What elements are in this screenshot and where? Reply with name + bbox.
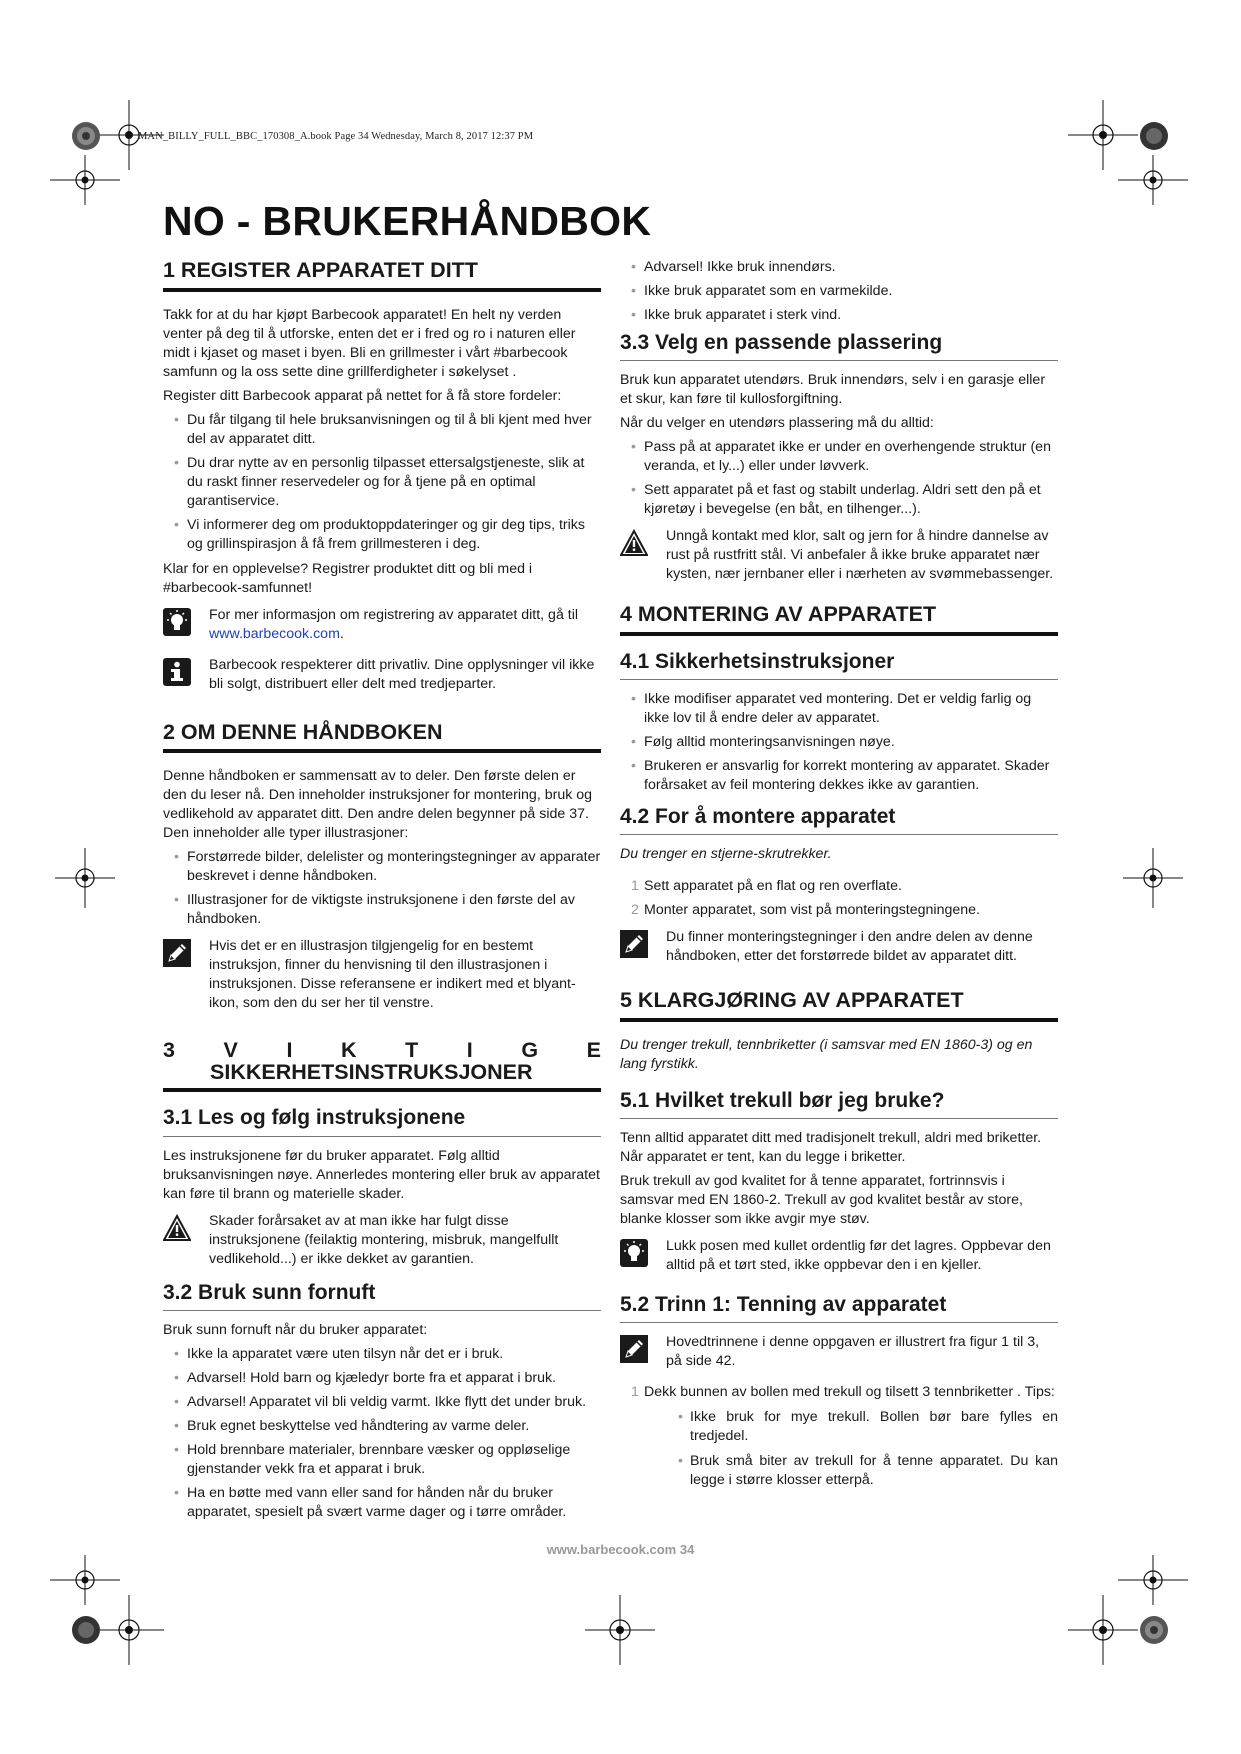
list-item: • Advarsel! Apparatet vil bli veldig varmt. Ikke flytt det under bruk. [163,1393,601,1412]
section-4-1-heading: 4.1 Sikkerhetsinstruksjoner [620,650,1058,680]
section-3-2-list [163,1345,601,1522]
crop-mark-right-upper [1118,145,1188,215]
registration-mark-middle-left [50,843,120,913]
warning-note-rust: Unngå kontakt med klor, salt og jern for å hindre dannelse av rust på rustfritt stål. Vi anbefaler å ikke bruke apparatet nær kysten, nær jernbaner eller i nærheten av svømmebassenger. [620,527,1058,584]
warning-note-warranty: Skader forårsaket av at man ikke har fulgt disse instruksjonene (feilaktig montering, misbruk, mangelfullt vedlikehold...) er ikke dekket av garantien. [163,1212,601,1269]
lightbulb-icon [620,1239,648,1267]
lightbulb-icon [163,608,191,636]
pencil-icon [620,930,648,958]
color-wheel-mark-bottom-right [1138,1614,1170,1646]
right-column [620,258,1058,1496]
section-3-3-heading: 3.3 Velg en passende plassering [620,331,1058,361]
section-4-heading: 4 MONTERING AV APPARATET [620,602,1058,636]
tip-note-storage: Lukk posen med kullet ordentlig før det lagres. Oppbevar den alltid på et tørt sted, ikke oppbevar den i en kjeller. [620,1237,1058,1275]
list-item: • Bruk egnet beskyttelse ved håndtering av varme deler. [163,1417,601,1436]
page-title: NO - BRUKERHÅNDBOK [163,198,652,244]
registration-mark-middle-right [1118,843,1188,913]
list-item: • Ha en bøtte med vann eller sand for hånden når du bruker apparatet, spesielt på svært varme dager og i tørre områder. [163,1484,601,1522]
section-3-1-text: Les instruksjonene før du bruker apparatet. Følg alltid bruksanvisningen nøye. Annerledes montering eller bruk av apparatet kan føre til brann og materielle skader. [163,1147,600,1202]
list-item: • Ikke bruk for mye trekull. Bollen bør bare fylles en tredjedel. [644,1408,1058,1446]
registration-mark-bottom-right [1068,1595,1138,1665]
pencil-icon [620,1335,648,1363]
list-item: • Ikke modifiser apparatet ved montering. Det er veldig farlig og ikke lov til å endre deler av apparatet. [620,690,1058,728]
list-item: • Du får tilgang til hele bruksanvisningen og til å bli kjent med hver del av apparatet ditt. [163,411,601,449]
section-5-intro: Du trenger trekull, tennbriketter (i samsvar med EN 1860-3) og en lang fyrstikk. [620,1036,1033,1072]
top-warnings-list [620,258,1058,325]
pencil-note-assembly: Du finner monteringstegninger i den andre delen av denne håndboken, etter det forstørrede bildet av apparatet ditt. [620,928,1058,966]
crop-mark-left-upper [50,145,120,215]
list-item: • Bruk små biter av trekull for å tenne apparatet. Du kan legge i større klosser etterpå. [644,1452,1058,1490]
color-wheel-mark-top-left [70,120,102,152]
section-3-3-list [620,438,1058,519]
list-item: • Hold brennbare materialer, brennbare væsker og oppløselige gjenstander vekk fra et apparat i bruk. [163,1441,601,1479]
page-footer: www.barbecook.com 34 [546,1542,695,1557]
section-2-illustrations-list [163,848,601,929]
pencil-note-figures: Hovedtrinnene i denne oppgaven er illustrert fra figur 1 til 3, på side 42. [620,1333,1058,1371]
section-5-2-heading: 5.2 Trinn 1: Tenning av apparatet [620,1293,1058,1323]
list-item: • Ikke la apparatet være uten tilsyn når det er i bruk. [163,1345,601,1364]
list-item: • Følg alltid monteringsanvisningen nøye. [620,733,1058,752]
section-3-2-heading: 3.2 Bruk sunn fornuft [163,1281,601,1311]
section-1-intro: Takk for at du har kjøpt Barbecook apparatet! En helt ny verden venter på deg til å utforske, enten det er i fred og ro i naturen eller midt i kjaset og maset i byen. Bli en grillmester i vårt #barbecook samfunn og la oss sette dine grillferdigheter i søkelyset . [163,306,576,380]
left-column [163,258,601,1528]
registration-mark-bottom-center [585,1595,655,1665]
list-item: 1 Sett apparatet på en flat og ren overflate. [631,878,902,895]
section-5-1-text-2: Bruk trekull av god kvalitet for å tenne apparatet, fortrinnsvis i samsvar med EN 1860-2. Trekull av god kvalitet består av store, blanke klosser som ikke avgir mye støv. [620,1173,1023,1227]
list-item: • Sett apparatet på et fast og stabilt underlag. Aldri sett den på et kjøretøy i bevegelse (en båt, en tilhenger...). [620,481,1058,519]
section-1-heading: 1 REGISTER APPARATET DITT [163,258,601,292]
pencil-icon [163,939,191,967]
list-item: • Illustrasjoner for de viktigste instruksjonene i den første del av håndboken. [163,891,601,929]
list-item: • Ikke bruk apparatet som en varmekilde. [620,282,1058,301]
section-1-call-to-action: Klar for en opplevelse? Registrer produktet ditt og bli med i #barbecook-samfunnet! [163,560,533,596]
color-wheel-mark-bottom-left [70,1614,102,1646]
section-3-1-heading: 3.1 Les og følg instruksjonene [163,1106,601,1136]
section-2-heading: 2 OM DENNE HÅNDBOKEN [163,720,601,754]
color-wheel-mark-top-right [1138,120,1170,152]
list-item: • Advarsel! Ikke bruk innendørs. [620,258,1058,277]
section-4-2-heading: 4.2 For å montere apparatet [620,805,1058,835]
section-2-intro: Denne håndboken er sammensatt av to deler. Den første delen er den du leser nå. Den inneholder instruksjoner for montering, bruk og vedlikehold av apparatet ditt. Den andre delen begynner på side 37. Den inneholder alle typer illustrasjoner: [163,768,593,842]
section-1-benefits-list [163,411,601,554]
section-3-heading: 3 V I K T I G E SIKKERHETSINSTRUKSJONER [163,1039,601,1092]
section-3-3-text: Bruk kun apparatet utendørs. Bruk innendørs, selv i en garasje eller et skur, kan føre til kullosforgiftning. [620,372,1046,408]
list-item: • Advarsel! Hold barn og kjæledyr borte fra et apparat i bruk. [163,1369,601,1388]
section-3-2-intro: Bruk sunn fornuft når du bruker apparatet: [163,1321,428,1338]
list-item: • Pass på at apparatet ikke er under en overhengende struktur (en veranda, et ly...) eller under løvverk. [620,438,1058,476]
warning-icon [620,529,648,557]
info-icon [163,658,191,686]
section-4-1-list [620,690,1058,795]
section-4-2-intro: Du trenger en stjerne-skrutrekker. [620,846,832,863]
list-item: • Ikke bruk apparatet i sterk vind. [620,306,1058,325]
section-5-2-steps [620,1383,1058,1490]
print-slug: MAN_BILLY_FULL_BBC_170308_A.book Page 34 Wednesday, March 8, 2017 12:37 PM [138,131,534,142]
section-5-1-heading: 5.1 Hvilket trekull bør jeg bruke? [620,1089,1058,1119]
tips-list [644,1408,1058,1490]
pencil-note-references: Hvis det er en illustrasjon tilgjengelig for en bestemt instruksjon, finner du henvisning til den illustrasjonen i instruksjonen. Disse referansene er indikert med et blyant-ikon, som den du ser her til venstre. [163,937,601,1013]
list-item: 2 Monter apparatet, som vist på monteringstegningene. [631,902,980,919]
section-5-1-text: Tenn alltid apparatet ditt med tradisjonelt trekull, aldri med briketter. Når apparatet er tent, kan du legge i briketter. [620,1130,1042,1165]
list-item: 1 Dekk bunnen av bollen med trekull og tilsett 3 tennbriketter . Tips: • Ikke bruk for mye trekull. Bollen bør bare fylles en tredjedel. • Bruk små biter av trekull for å tenne apparatet. Du kan legge i større klosser etterpå. [620,1383,1058,1490]
list-item: • Vi informerer deg om produktoppdateringer og gir deg tips, triks og grillinspirasjon å få frem grillmesteren i deg. [163,516,601,554]
warning-icon [163,1214,191,1242]
info-note-privacy: Barbecook respekterer ditt privatliv. Dine opplysninger vil ikke bli solgt, distribuert eller delt med tredjeparter. [163,656,601,694]
section-5-heading: 5 KLARGJØRING AV APPARATET [620,988,1058,1022]
barbecook-link[interactable]: www.barbecook.com [209,625,340,642]
section-3-3-text-2: Når du velger en utendørs plassering må du alltid: [620,415,934,432]
registration-mark-bottom-left [94,1595,164,1665]
section-1-register-text: Register ditt Barbecook apparat på nettet for å få store fordeler: [163,387,562,404]
list-item: • Brukeren er ansvarlig for korrekt montering av apparatet. Skader forårsaket av feil montering dekkes ikke av garantien. [620,757,1058,795]
list-item: • Forstørrede bilder, delelister og monteringstegninger av apparater beskrevet i denne håndboken. [163,848,601,886]
section-4-2-steps [620,877,1058,920]
list-item: • Du drar nytte av en personlig tilpasset ettersalgstjeneste, slik at du raskt finner reservedeler og for å tjene på en optimal garantiservice. [163,454,601,511]
tip-note-registration: For mer informasjon om registrering av apparatet ditt, gå til www.barbecook.com. [163,606,601,644]
